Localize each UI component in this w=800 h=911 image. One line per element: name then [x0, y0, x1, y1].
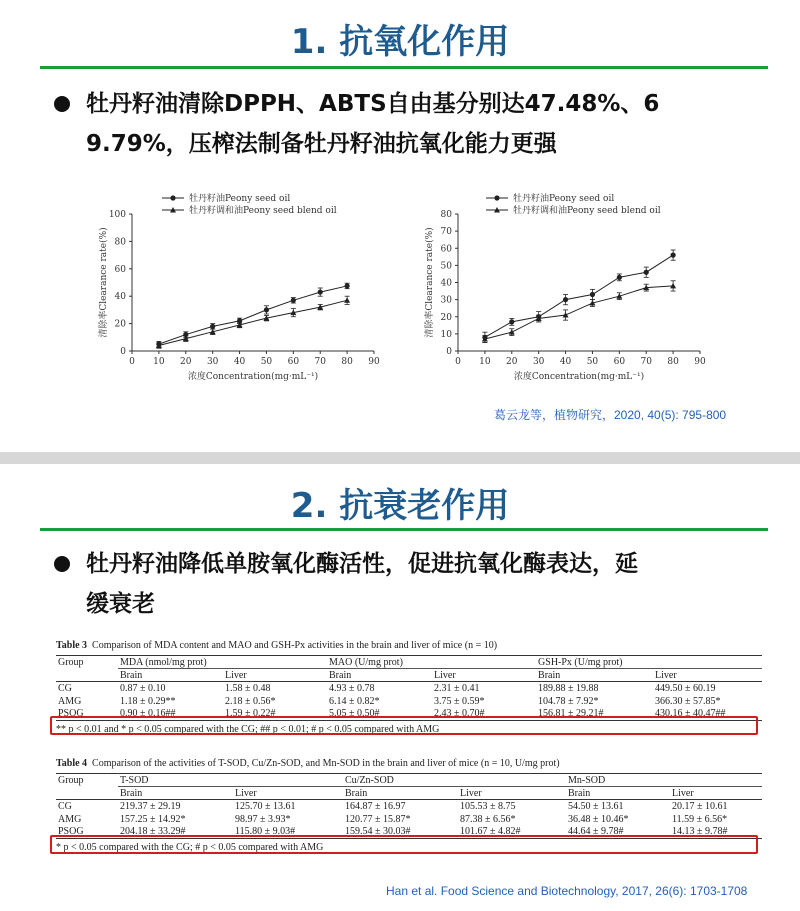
- subheader: Brain: [566, 787, 670, 800]
- table-label: Table 3: [56, 640, 88, 651]
- column-group-header: MDA (nmol/mg prot): [118, 656, 327, 669]
- x-tick-label: 70: [314, 357, 326, 367]
- data-point-triangle: [563, 312, 569, 318]
- x-tick-label: 60: [287, 357, 300, 367]
- x-tick-label: 0: [129, 357, 135, 367]
- x-tick-label: 90: [694, 357, 706, 367]
- data-point-triangle: [509, 329, 515, 335]
- table-row-highlighted: PSOG 0.90 ± 0.16## 1.59 ± 0.22# 5.05 ± 0.50# 2.43 ± 0.70# 156.81 ± 29.21# 430.16 ± 40.47##: [56, 708, 762, 721]
- x-tick-label: 40: [233, 357, 246, 367]
- bullet-line-2: 缓衰老: [86, 591, 155, 617]
- y-tick-label: 30: [440, 295, 452, 306]
- x-axis-label: 浓度Concentration(mg·mL⁻¹): [187, 372, 319, 382]
- subheader: Liver: [233, 787, 343, 800]
- x-tick-label: 10: [479, 357, 491, 367]
- bullet-item: [56, 84, 776, 168]
- y-tick-label: 100: [108, 210, 126, 220]
- y-tick-label: 70: [440, 227, 452, 238]
- bullet-text: [86, 544, 776, 624]
- table-footnote: ** p < 0.01 and * p < 0.05 compared with the CG; ## p < 0.01; # p < 0.05 compared with AMG: [56, 724, 440, 735]
- data-point-circle: [617, 275, 622, 280]
- subheader: Liver: [432, 669, 536, 682]
- column-group-header: T-SOD: [118, 774, 343, 787]
- column-group-header: Mn-SOD: [566, 774, 762, 787]
- y-tick-label: 60: [440, 244, 452, 255]
- bullet-line-1: 牡丹籽油清除DPPH、ABTS自由基分别达47.48%、6: [86, 91, 660, 117]
- bullet-icon: [54, 96, 70, 112]
- table-row-highlighted: PSOG 204.18 ± 33.29# 115.80 ± 9.03# 159.54 ± 30.03# 101.67 ± 4.82# 44.64 ± 9.78# 14.13 ± 9.78#: [56, 826, 762, 839]
- legend-label: 牡丹籽调和油Peony seed blend oil: [189, 206, 337, 216]
- data-point-circle: [671, 253, 676, 258]
- group-header: Group: [56, 774, 118, 787]
- table-caption-text: Comparison of MDA content and MAO and GSH-Px activities in the brain and liver of mice (n = 10): [92, 640, 498, 651]
- x-tick-label: 50: [260, 357, 273, 367]
- y-tick-label: 20: [114, 319, 126, 330]
- subheader: Liver: [458, 787, 566, 800]
- data-point-circle: [291, 298, 296, 303]
- x-tick-label: 60: [613, 357, 626, 367]
- highlight-box: [50, 716, 758, 735]
- data-point-circle: [509, 319, 514, 324]
- bullet-text: [86, 84, 776, 164]
- subheader: Brain: [327, 669, 432, 682]
- table-row: CG 0.87 ± 0.10 1.58 ± 0.48 4.93 ± 0.78 2.31 ± 0.41 189.88 ± 19.88 449.50 ± 60.19: [58, 682, 716, 694]
- bullet-line-1: 牡丹籽油降低单胺氧化酶活性，促进抗氧化酶表达，延: [86, 551, 638, 577]
- subheader: Liver: [223, 669, 327, 682]
- legend-label: 牡丹籽油Peony seed oil: [189, 194, 291, 204]
- subheader: Brain: [536, 669, 653, 682]
- x-tick-label: 0: [455, 357, 461, 367]
- dpph-chart: [86, 188, 386, 388]
- table-row: AMG 157.25 ± 14.92* 98.97 ± 3.93* 120.77 ± 15.87* 87.38 ± 6.56* 36.48 ± 10.46* 11.59 ± 6.56*: [58, 813, 728, 825]
- x-tick-label: 50: [586, 357, 599, 367]
- y-tick-label: 20: [440, 312, 452, 323]
- y-tick-label: 0: [446, 347, 452, 357]
- y-tick-label: 0: [120, 347, 126, 357]
- data-point-circle: [563, 297, 568, 302]
- x-tick-label: 20: [180, 357, 192, 367]
- table-label: Table 4: [56, 758, 88, 769]
- legend-label: 牡丹籽油Peony seed oil: [513, 194, 615, 204]
- x-tick-label: 30: [532, 357, 545, 367]
- table-footnote: * p < 0.05 compared with the CG; # p < 0.05 compared with AMG: [56, 842, 324, 853]
- title-underline: [40, 66, 768, 69]
- y-tick-label: 80: [440, 210, 452, 220]
- subheader: Brain: [343, 787, 458, 800]
- y-tick-label: 50: [440, 261, 452, 272]
- slide-divider: [0, 452, 800, 464]
- data-point-circle: [318, 289, 323, 294]
- subheader: Liver: [653, 669, 762, 682]
- bullet-icon: [54, 556, 70, 572]
- data-point-circle: [170, 195, 175, 200]
- x-axis-label: 浓度Concentration(mg·mL⁻¹): [513, 372, 645, 382]
- data-point-triangle: [344, 297, 350, 303]
- table-row: AMG 1.18 ± 0.29** 2.18 ± 0.56* 6.14 ± 0.82* 3.75 ± 0.59* 104.78 ± 7.92* 366.30 ± 57.85*: [58, 695, 721, 707]
- group-header: Group: [56, 656, 118, 669]
- x-tick-label: 70: [640, 357, 652, 367]
- title-underline: [40, 528, 768, 531]
- x-tick-label: 80: [341, 357, 353, 367]
- y-tick-label: 80: [114, 237, 126, 248]
- highlight-box: [50, 835, 758, 854]
- y-tick-label: 40: [114, 292, 126, 303]
- data-point-circle: [210, 324, 215, 329]
- data-table: [56, 773, 762, 839]
- x-tick-label: 20: [506, 357, 518, 367]
- data-point-circle: [590, 292, 595, 297]
- subheader: Liver: [670, 787, 762, 800]
- citation: 葛云龙等，植物研究，2020, 40(5): 795-800: [494, 408, 727, 422]
- y-axis-label: 清除率Clearance rate(%): [99, 227, 109, 338]
- y-tick-label: 40: [440, 278, 452, 289]
- abts-chart: [412, 188, 712, 388]
- data-table: [56, 655, 762, 721]
- slide-antiaging: [0, 464, 800, 911]
- data-point-circle: [345, 283, 350, 288]
- bullet-item: [56, 544, 776, 628]
- data-point-circle: [644, 270, 649, 275]
- data-point-circle: [264, 307, 269, 312]
- y-tick-label: 60: [114, 264, 126, 275]
- x-tick-label: 30: [206, 357, 219, 367]
- citation: Han et al. Food Science and Biotechnology, 2017, 26(6): 1703-1708: [386, 884, 748, 898]
- data-point-circle: [494, 195, 499, 200]
- column-group-header: MAO (U/mg prot): [327, 656, 536, 669]
- table-caption: [56, 640, 762, 651]
- table-row: CG 219.37 ± 29.19 125.70 ± 13.61 164.87 ± 16.97 105.53 ± 8.75 54.50 ± 13.61 20.17 ± 10.61: [58, 800, 728, 812]
- x-tick-label: 40: [559, 357, 572, 367]
- table-caption-text: Comparison of the activities of T-SOD, Cu/Zn-SOD, and Mn-SOD in the brain and liver of mice (n = 10, U/mg prot): [92, 758, 560, 769]
- x-tick-label: 10: [153, 357, 165, 367]
- column-group-header: GSH-Px (U/mg prot): [536, 656, 762, 669]
- y-axis-label: 清除率Clearance rate(%): [425, 227, 435, 338]
- x-tick-label: 80: [667, 357, 679, 367]
- slide-title: 2. 抗衰老作用: [290, 486, 510, 526]
- slide-antioxidant: [0, 0, 800, 452]
- subheader: Brain: [118, 787, 233, 800]
- series-line: [485, 286, 673, 339]
- x-tick-label: 90: [368, 357, 380, 367]
- column-group-header: Cu/Zn-SOD: [343, 774, 566, 787]
- subheader: Brain: [118, 669, 223, 682]
- legend-label: 牡丹籽调和油Peony seed blend oil: [513, 206, 661, 216]
- slide-title: 1. 抗氧化作用: [290, 22, 510, 62]
- y-tick-label: 10: [440, 329, 452, 340]
- table-caption: [56, 758, 762, 769]
- bullet-line-2: 9.79%，压榨法制备牡丹籽油抗氧化能力更强: [86, 131, 557, 157]
